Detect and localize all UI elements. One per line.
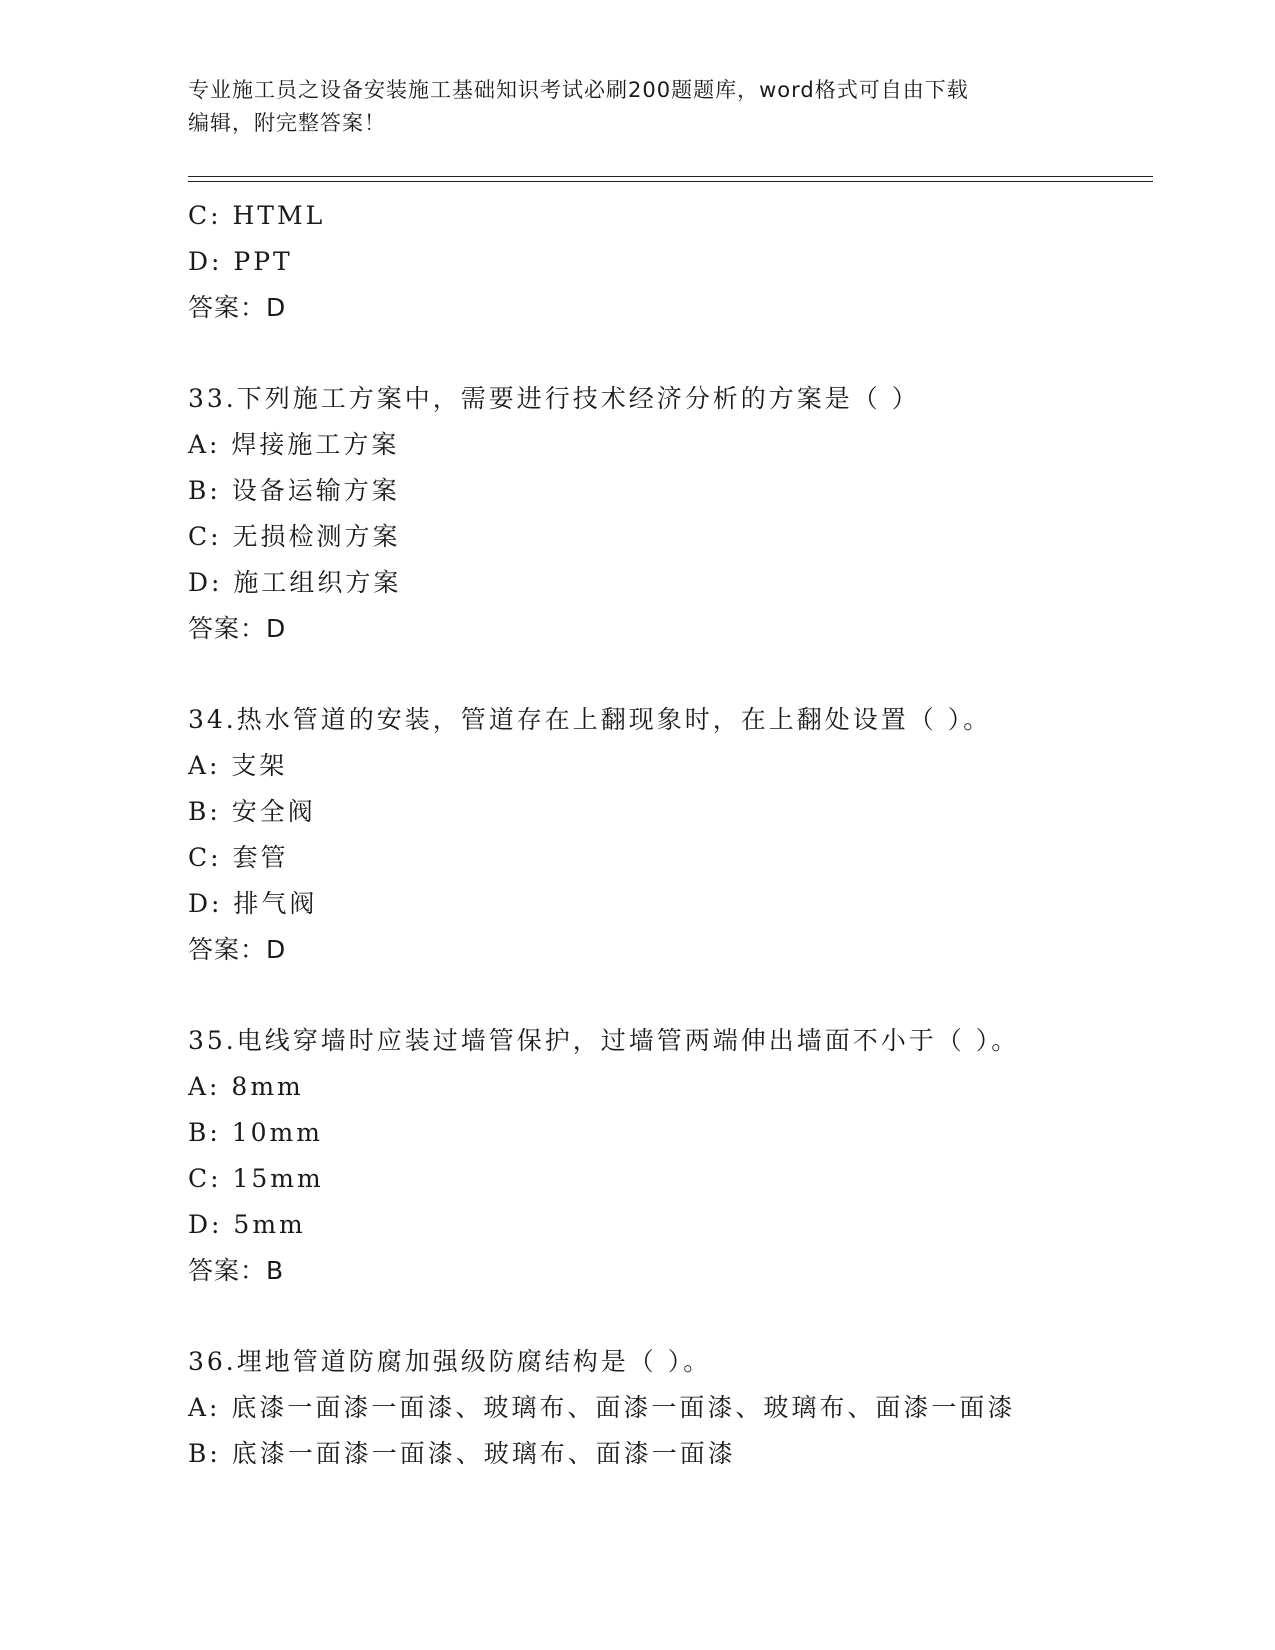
option-line: A: 底漆一面漆一面漆、玻璃布、面漆一面漆、玻璃布、面漆一面漆 bbox=[188, 1393, 1016, 1422]
question-text: 36.埋地管道防腐加强级防腐结构是（ ）。 bbox=[188, 1347, 712, 1376]
answer-line: 答案：D bbox=[188, 293, 287, 322]
option-line: A: 焊接施工方案 bbox=[188, 430, 400, 459]
option-line: C: 15mm bbox=[188, 1164, 324, 1193]
option-line: B: 10mm bbox=[188, 1118, 323, 1147]
option-line: C: 套管 bbox=[188, 843, 289, 872]
document-header bbox=[188, 74, 1088, 140]
option-line: A: 8mm bbox=[188, 1072, 304, 1101]
question-block bbox=[188, 697, 1153, 973]
block-spacer bbox=[188, 1294, 1153, 1339]
question-block bbox=[188, 193, 1153, 331]
header-line-1: 专业施工员之设备安装施工基础知识考试必刷200题题库，word格式可自由下载 bbox=[188, 78, 969, 102]
question-block bbox=[188, 1339, 1153, 1477]
option-line: B: 底漆一面漆一面漆、玻璃布、面漆一面漆 bbox=[188, 1439, 736, 1468]
question-text: 34.热水管道的安装，管道存在上翻现象时，在上翻处设置（ ）。 bbox=[188, 705, 992, 734]
option-line: D: 5mm bbox=[188, 1210, 306, 1239]
option-line: D: 施工组织方案 bbox=[188, 568, 402, 597]
option-line: D: 排气阀 bbox=[188, 889, 318, 918]
answer-line: 答案：D bbox=[188, 614, 287, 643]
question-text: 33.下列施工方案中，需要进行技术经济分析的方案是（ ） bbox=[188, 384, 920, 413]
block-spacer bbox=[188, 652, 1153, 697]
answer-line: 答案：B bbox=[188, 1256, 285, 1285]
answer-line: 答案：D bbox=[188, 935, 287, 964]
header-divider-bottom bbox=[188, 181, 1153, 182]
option-line: B: 安全阀 bbox=[188, 797, 316, 826]
block-spacer bbox=[188, 331, 1153, 376]
block-spacer bbox=[188, 973, 1153, 1018]
header-divider-top bbox=[188, 176, 1153, 177]
option-line: D: PPT bbox=[188, 247, 293, 276]
question-text: 35.电线穿墙时应装过墙管保护，过墙管两端伸出墙面不小于（ ）。 bbox=[188, 1026, 1020, 1055]
option-line: C: HTML bbox=[188, 201, 326, 230]
option-line: C: 无损检测方案 bbox=[188, 522, 401, 551]
question-list bbox=[188, 193, 1153, 1477]
option-line: A: 支架 bbox=[188, 751, 288, 780]
header-line-2: 编辑，附完整答案！ bbox=[188, 111, 386, 135]
question-block bbox=[188, 376, 1153, 652]
question-block bbox=[188, 1018, 1153, 1294]
option-line: B: 设备运输方案 bbox=[188, 476, 400, 505]
